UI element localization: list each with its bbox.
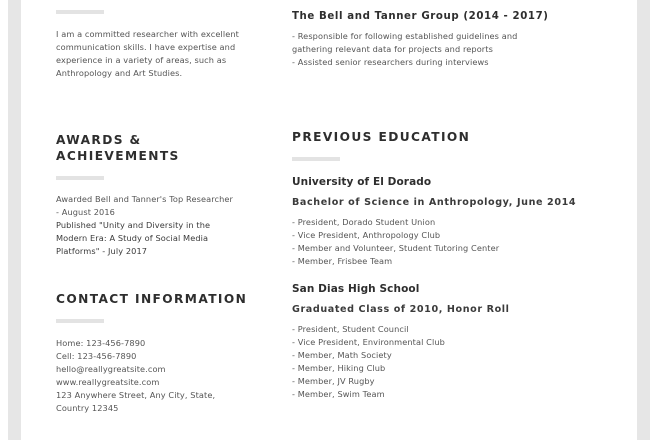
page-border-left <box>8 0 21 440</box>
education-divider <box>292 157 340 161</box>
school-bullet: - Member, Frisbee Team <box>292 256 393 266</box>
school-bullets <box>292 323 552 401</box>
job-title <box>292 0 416 1</box>
contact-divider <box>56 319 104 323</box>
contact-email[interactable]: hello@reallygreatsite.com <box>56 364 166 374</box>
job-company: The Bell and Tanner Group (2014 - 2017) <box>292 11 549 22</box>
education-title: PREVIOUS EDUCATION <box>292 130 471 144</box>
contact-title: CONTACT INFORMATION <box>56 292 248 306</box>
school-bullet: - Member, Swim Team <box>292 389 385 399</box>
school-degree: Bachelor of Science in Anthropology, June 2014 <box>292 197 577 208</box>
contact-list <box>56 337 236 415</box>
job-bullet: - Responsible for following established guidelines and gathering relevant data for projects and reports <box>292 31 518 54</box>
award-item: Published "Unity and Diversity in the Modern Era: A Study of Social Media Platforms" - July 2017 <box>56 220 211 256</box>
contact-home: Home: 123-456-7890 <box>56 338 146 348</box>
award-item: Awarded Bell and Tanner's Top Researcher - August 2016 <box>56 194 233 217</box>
awards-title-line1: AWARDS & <box>56 133 142 147</box>
school-name: San Dias High School <box>292 283 420 295</box>
job-bullets <box>292 30 537 69</box>
school-degree: Graduated Class of 2010, Honor Roll <box>292 304 510 315</box>
contact-website[interactable]: www.reallygreatsite.com <box>56 377 160 387</box>
school-bullet: - President, Student Council <box>292 324 409 334</box>
summary-text: I am a committed researcher with excellent communication skills. I have expertise and experience in a variety of areas, such as Anthropology and Art Studies. <box>56 29 239 78</box>
school-bullet: - Vice President, Environmental Club <box>292 337 445 347</box>
school-bullets <box>292 216 552 268</box>
summary-divider <box>56 10 104 14</box>
school-bullet: - Member, Math Society <box>292 350 392 360</box>
contact-address: 123 Anywhere Street, Any City, State, Country 12345 <box>56 390 216 413</box>
school-bullet: - Member and Volunteer, Student Tutoring Center <box>292 243 500 253</box>
contact-cell: Cell: 123-456-7890 <box>56 351 137 361</box>
page-border-right <box>637 0 650 440</box>
awards-section <box>56 132 276 164</box>
awards-title <box>56 132 276 164</box>
school-bullet: - Vice President, Anthropology Club <box>292 230 441 240</box>
awards-title-line2: ACHIEVEMENTS <box>56 149 180 163</box>
school-bullet: - President, Dorado Student Union <box>292 217 436 227</box>
school-bullet: - Member, JV Rugby <box>292 376 375 386</box>
awards-divider <box>56 176 104 180</box>
school-name: University of El Dorado <box>292 176 432 188</box>
school-bullet: - Member, Hiking Club <box>292 363 386 373</box>
job-bullet: - Assisted senior researchers during interviews <box>292 57 489 67</box>
